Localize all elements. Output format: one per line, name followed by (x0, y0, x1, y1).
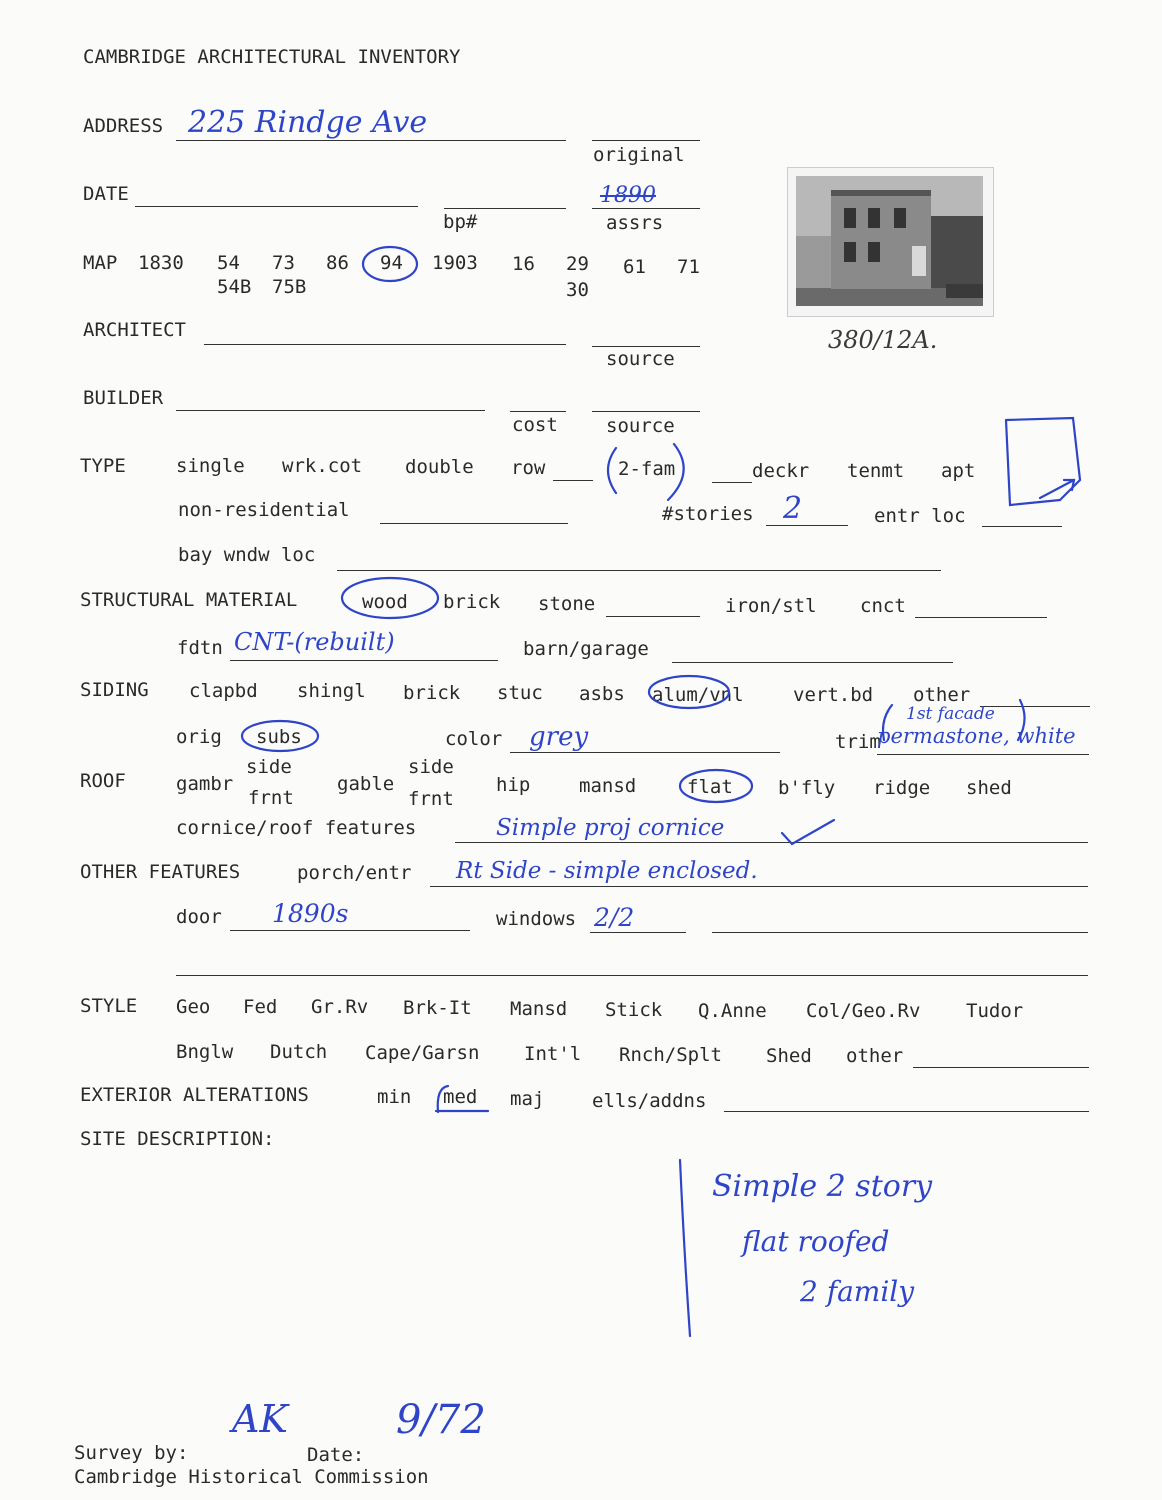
plan-arrow (1040, 480, 1074, 498)
architect-line (204, 344, 566, 345)
cornice-line (455, 842, 1088, 843)
type-option: tenmt (847, 460, 905, 482)
roof-side: side (408, 756, 454, 778)
builder-line (176, 410, 485, 411)
trim-value: permastone, white (877, 724, 1076, 748)
check-mark-cornice (782, 820, 834, 844)
structural-option: cnct (860, 595, 906, 617)
original-label: original (593, 144, 685, 166)
alterations-option: min (377, 1086, 412, 1108)
form-title: CAMBRIDGE ARCHITECTURAL INVENTORY (83, 46, 461, 68)
map-year: 71 (677, 256, 700, 278)
ells-label: ells/addns (592, 1090, 707, 1112)
type-option: apt (941, 460, 976, 482)
deckr-line (712, 482, 752, 483)
type-option-selected: 2-fam (618, 458, 676, 480)
address-line (176, 140, 566, 141)
structural-option: iron/stl (725, 595, 817, 617)
orig-label: orig (176, 726, 222, 748)
style-option: Bnglw (176, 1041, 234, 1063)
cornice-label: cornice/roof features (176, 817, 417, 839)
entr-line (982, 526, 1062, 527)
barn-label: barn/garage (523, 638, 649, 660)
siding-other-line (980, 706, 1090, 707)
architect-label: ARCHITECT (83, 319, 186, 341)
style-option: Mansd (510, 998, 568, 1020)
builder-label: BUILDER (83, 387, 164, 409)
roof-option: b'fly (778, 777, 836, 799)
door-value: 1890s (272, 899, 349, 928)
type-label: TYPE (80, 455, 126, 477)
trim-note: 1st facade (906, 704, 995, 724)
style-option: Fed (243, 996, 278, 1018)
style-option: other (846, 1045, 904, 1067)
other-features-label: OTHER FEATURES (80, 861, 241, 883)
other-features-extra-line (176, 975, 1088, 976)
row-line (553, 480, 593, 481)
door-line (230, 930, 470, 931)
assrs-label: assrs (606, 212, 664, 234)
porch-line (430, 886, 1088, 887)
windows-value: 2/2 (594, 903, 635, 932)
type-option: wrk.cot (282, 455, 363, 477)
date-line (135, 206, 418, 207)
bp-line (444, 208, 566, 209)
structural-option: stone (538, 593, 596, 615)
builder-source-label: source (606, 415, 675, 437)
ells-line (724, 1111, 1089, 1112)
roof-option: shed (966, 777, 1012, 799)
subs-label-selected: subs (256, 726, 302, 748)
stories-line (766, 525, 848, 526)
structural-option-selected: wood (362, 591, 408, 613)
windows-extra-line (712, 932, 1088, 933)
survey-value: AK (232, 1397, 288, 1441)
style-other-line (913, 1067, 1089, 1068)
cnct-line (915, 617, 1047, 618)
entr-label: entr loc (874, 505, 966, 527)
trim-line (877, 754, 1089, 755)
siding-option: other (913, 684, 971, 706)
siding-option: clapbd (189, 680, 258, 702)
address-value: 225 Rindge Ave (188, 105, 428, 140)
porch-label: porch/entr (297, 862, 412, 884)
roof-gambr: gambr (176, 773, 234, 795)
site-note: flat roofed (742, 1225, 890, 1258)
roof-option-selected: flat (687, 776, 733, 798)
style-label: STYLE (80, 995, 138, 1017)
type-option: row (511, 457, 546, 479)
type-option: deckr (752, 460, 810, 482)
roof-option: hip (496, 774, 531, 796)
site-label: SITE DESCRIPTION: (80, 1128, 275, 1150)
fdtn-label: fdtn (177, 637, 223, 659)
style-option: Cape/Garsn (365, 1042, 480, 1064)
date-footer-label: Date: (307, 1444, 365, 1466)
cost-label: cost (512, 414, 558, 436)
nonres-line (380, 523, 568, 524)
siding-option: vert.bd (793, 684, 874, 706)
trim-label: trim (835, 731, 881, 753)
map-year: 30 (566, 279, 589, 301)
style-option: Brk-It (403, 997, 472, 1019)
siding-option: brick (403, 682, 461, 704)
bay-line (337, 570, 941, 571)
color-line (510, 752, 780, 753)
siding-option: stuc (497, 682, 543, 704)
style-option: Geo (176, 996, 211, 1018)
structural-label: STRUCTURAL MATERIAL (80, 589, 298, 611)
site-note: Simple 2 story (712, 1169, 933, 1204)
fdtn-value: CNT-(rebuilt) (234, 628, 395, 656)
stories-value: 2 (783, 491, 803, 526)
plan-sketch (1006, 418, 1080, 505)
map-year: 86 (326, 252, 349, 274)
bp-label: bp# (443, 211, 478, 233)
fdtn-line (230, 660, 498, 661)
roof-gable: gable (337, 773, 395, 795)
siding-label: SIDING (80, 679, 149, 701)
photo-caption: 380/12A. (828, 326, 938, 354)
style-option: Rnch/Splt (619, 1044, 722, 1066)
barn-line (672, 662, 953, 663)
cost-line (510, 411, 566, 412)
date-label: DATE (83, 183, 129, 205)
map-year: 54B (217, 276, 252, 298)
alterations-option-selected: med (443, 1086, 478, 1108)
siding-option: asbs (579, 683, 625, 705)
style-option: Tudor (966, 1000, 1024, 1022)
door-label: door (176, 906, 222, 928)
siding-option: shingl (297, 680, 366, 702)
porch-value: Rt Side - simple enclosed. (456, 858, 758, 884)
map-year: 73 (272, 252, 295, 274)
windows-label: windows (496, 908, 577, 930)
stories-label: #stories (662, 503, 754, 525)
style-option: Shed (766, 1045, 812, 1067)
map-year: 75B (272, 276, 307, 298)
map-year: 1903 (432, 252, 478, 274)
map-year-circled: 94 (380, 252, 403, 274)
style-option: Dutch (270, 1041, 328, 1063)
roof-option: mansd (579, 775, 637, 797)
map-year: 16 (512, 253, 535, 275)
structural-option: brick (443, 591, 501, 613)
house-photo (787, 167, 994, 317)
architect-source-label: source (606, 348, 675, 370)
margin-line-site (680, 1160, 690, 1336)
address-label: ADDRESS (83, 115, 164, 137)
builder-source-line (592, 411, 700, 412)
windows-line (590, 932, 686, 933)
map-label: MAP (83, 252, 118, 274)
map-year: 1830 (138, 252, 184, 274)
assrs-value: 1890 (600, 183, 656, 208)
siding-option-selected: alum/vnl (652, 684, 744, 706)
alterations-label: EXTERIOR ALTERATIONS (80, 1084, 309, 1106)
stone-line (606, 616, 700, 617)
style-option: Stick (605, 999, 663, 1021)
color-label: color (445, 728, 503, 750)
roof-side: side (246, 756, 292, 778)
map-year: 29 (566, 253, 589, 275)
map-year: 54 (217, 252, 240, 274)
survey-label: Survey by: (74, 1442, 189, 1464)
style-option: Q.Anne (698, 1000, 767, 1022)
color-value: grey (529, 722, 589, 752)
date-footer-value: 9/72 (396, 1397, 486, 1443)
type-option: single (176, 455, 245, 477)
site-note: 2 family (800, 1275, 915, 1308)
assrs-line (592, 208, 700, 209)
roof-frnt: frnt (248, 787, 294, 809)
roof-option: ridge (873, 777, 931, 799)
nonres-label: non-residential (178, 499, 350, 521)
house-photo-image (796, 176, 983, 306)
roof-label: ROOF (80, 770, 126, 792)
style-option: Gr.Rv (311, 996, 369, 1018)
type-option: double (405, 456, 474, 478)
map-year: 61 (623, 256, 646, 278)
bay-label: bay wndw loc (178, 544, 316, 566)
alterations-option: maj (510, 1088, 545, 1110)
org-label: Cambridge Historical Commission (74, 1466, 429, 1488)
architect-source-line (592, 346, 700, 347)
style-option: Int'l (524, 1043, 582, 1065)
roof-frnt: frnt (408, 788, 454, 810)
style-option: Col/Geo.Rv (806, 1000, 921, 1022)
original-line (592, 140, 700, 141)
cornice-value: Simple proj cornice (496, 815, 725, 841)
